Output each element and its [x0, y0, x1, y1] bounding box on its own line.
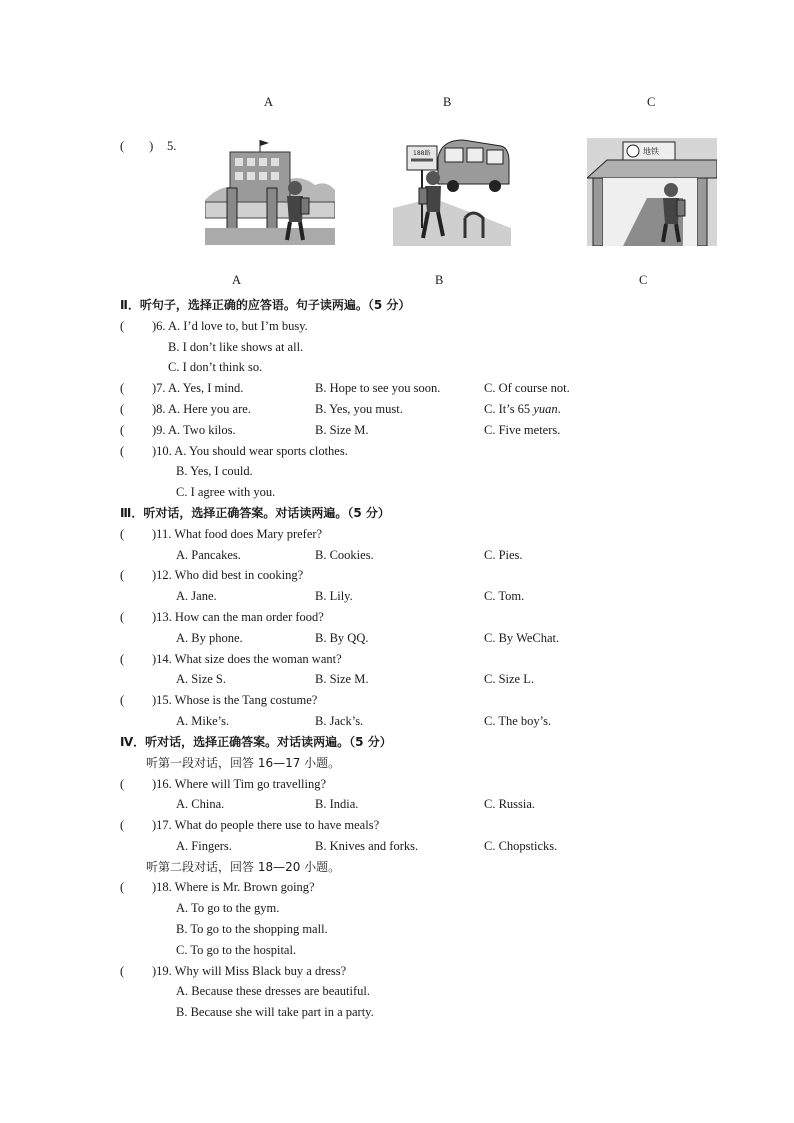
q10-option-b: B. Yes, I could.	[176, 464, 253, 478]
q6-option-c: C. I don’t think so.	[168, 360, 263, 374]
q19-option-a: A. Because these dresses are beautiful.	[176, 984, 371, 998]
q6-answer-blank[interactable]: (	[120, 319, 125, 333]
q16-option-c: C. Russia.	[484, 797, 536, 811]
q13-option-b: B. By QQ.	[315, 631, 369, 645]
q5-number: 5.	[167, 139, 177, 153]
q12-option-b: B. Lily.	[315, 589, 353, 603]
q12-option-c: C. Tom.	[484, 589, 525, 603]
q18-stem: )18. Where is Mr. Brown going?	[152, 880, 315, 894]
q15-option-c: C. The boy’s.	[484, 714, 552, 728]
top-label-b: B	[443, 95, 452, 109]
q18-option-b: B. To go to the shopping mall.	[176, 922, 328, 936]
top-label-a: A	[264, 95, 274, 109]
q9-answer-blank[interactable]: (	[120, 423, 125, 437]
q17-answer-blank[interactable]: (	[120, 818, 125, 832]
q5-option-c-label: C	[639, 273, 648, 287]
q14-option-a: A. Size S.	[176, 672, 226, 686]
q16-option-b: B. India.	[315, 797, 359, 811]
q16-stem: )16. Where will Tim go travelling?	[152, 777, 327, 791]
q12-option-a: A. Jane.	[176, 589, 217, 603]
q19-stem: )19. Why will Miss Black buy a dress?	[152, 964, 347, 978]
q11-answer-blank[interactable]: (	[120, 527, 125, 541]
svg-text:地铁: 地铁	[643, 147, 659, 156]
q19-option-b: B. Because she will take part in a party.	[176, 1005, 374, 1019]
section-2-heading: Ⅱ．听句子，选择正确的应答语。句子读两遍。（5 分）	[120, 298, 411, 312]
section-4-heading: Ⅳ．听对话，选择正确答案。对话读两遍。（5 分）	[120, 735, 392, 749]
q13-option-a: A. By phone.	[176, 631, 243, 645]
q5-option-b-label: B	[435, 273, 444, 287]
q17-option-b: B. Knives and forks.	[315, 839, 419, 853]
q14-option-b: B. Size M.	[315, 672, 369, 686]
q10-answer-blank[interactable]: (	[120, 444, 125, 458]
q15-stem: )15. Whose is the Tang costume?	[152, 693, 318, 707]
q18-option-c: C. To go to the hospital.	[176, 943, 297, 957]
q11-option-c: C. Pies.	[484, 548, 523, 562]
q13-option-c: C. By WeChat.	[484, 631, 560, 645]
q13-stem: )13. How can the man order food?	[152, 610, 324, 624]
q12-stem: )12. Who did best in cooking?	[152, 568, 304, 582]
q10-option-c: C. I agree with you.	[176, 485, 276, 499]
q12-answer-blank[interactable]: (	[120, 568, 125, 582]
q18-answer-blank[interactable]: (	[120, 880, 125, 894]
q14-option-c: C. Size L.	[484, 672, 534, 686]
q5-answer-blank[interactable]: ( )	[120, 139, 154, 153]
q17-stem: )17. What do people there use to have meals?	[152, 818, 380, 832]
q7-option-b: B. Hope to see you soon.	[315, 381, 441, 395]
top-label-c: C	[647, 95, 656, 109]
q15-option-b: B. Jack’s.	[315, 714, 364, 728]
q7-stem: )7. A. Yes, I mind.	[152, 381, 244, 395]
q14-stem: )14. What size does the woman want?	[152, 652, 342, 666]
bus-stop-icon	[393, 138, 511, 246]
q13-answer-blank[interactable]: (	[120, 610, 125, 624]
subway-entrance-icon	[587, 138, 717, 246]
q17-option-c: C. Chopsticks.	[484, 839, 558, 853]
q8-answer-blank[interactable]: (	[120, 402, 125, 416]
q9-option-c: C. Five meters.	[484, 423, 561, 437]
q16-option-a: A. China.	[176, 797, 225, 811]
q7-option-c: C. Of course not.	[484, 381, 570, 395]
q7-answer-blank[interactable]: (	[120, 381, 125, 395]
dialogue-2-instruction: 听第二段对话，回答 18—20 小题。	[146, 860, 341, 874]
dialogue-1-instruction: 听第一段对话，回答 16—17 小题。	[146, 756, 341, 770]
section-3-heading: Ⅲ．听对话，选择正确答案。对话读两遍。（5 分）	[120, 506, 390, 520]
q15-option-a: A. Mike’s.	[176, 714, 230, 728]
q9-option-b: B. Size M.	[315, 423, 369, 437]
q6-stem: )6. A. I’d love to, but I’m busy.	[152, 319, 308, 333]
q16-answer-blank[interactable]: (	[120, 777, 125, 791]
q8-stem: )8. A. Here you are.	[152, 402, 251, 416]
q9-stem: )9. A. Two kilos.	[152, 423, 236, 437]
q6-option-b: B. I don’t like shows at all.	[168, 340, 304, 354]
svg-text:188路: 188路	[413, 150, 431, 157]
q11-option-b: B. Cookies.	[315, 548, 374, 562]
q8-option-b: B. Yes, you must.	[315, 402, 403, 416]
q11-stem: )11. What food does Mary prefer?	[152, 527, 323, 541]
q10-stem: )10. A. You should wear sports clothes.	[152, 444, 348, 458]
school-gate-icon	[205, 140, 335, 245]
q11-option-a: A. Pancakes.	[176, 548, 241, 562]
q17-option-a: A. Fingers.	[176, 839, 232, 853]
q15-answer-blank[interactable]: (	[120, 693, 125, 707]
q14-answer-blank[interactable]: (	[120, 652, 125, 666]
q5-option-a-label: A	[232, 273, 242, 287]
q19-answer-blank[interactable]: (	[120, 964, 125, 978]
q8-option-c: C. It’s 65 yuan.	[484, 402, 561, 416]
q18-option-a: A. To go to the gym.	[176, 901, 280, 915]
